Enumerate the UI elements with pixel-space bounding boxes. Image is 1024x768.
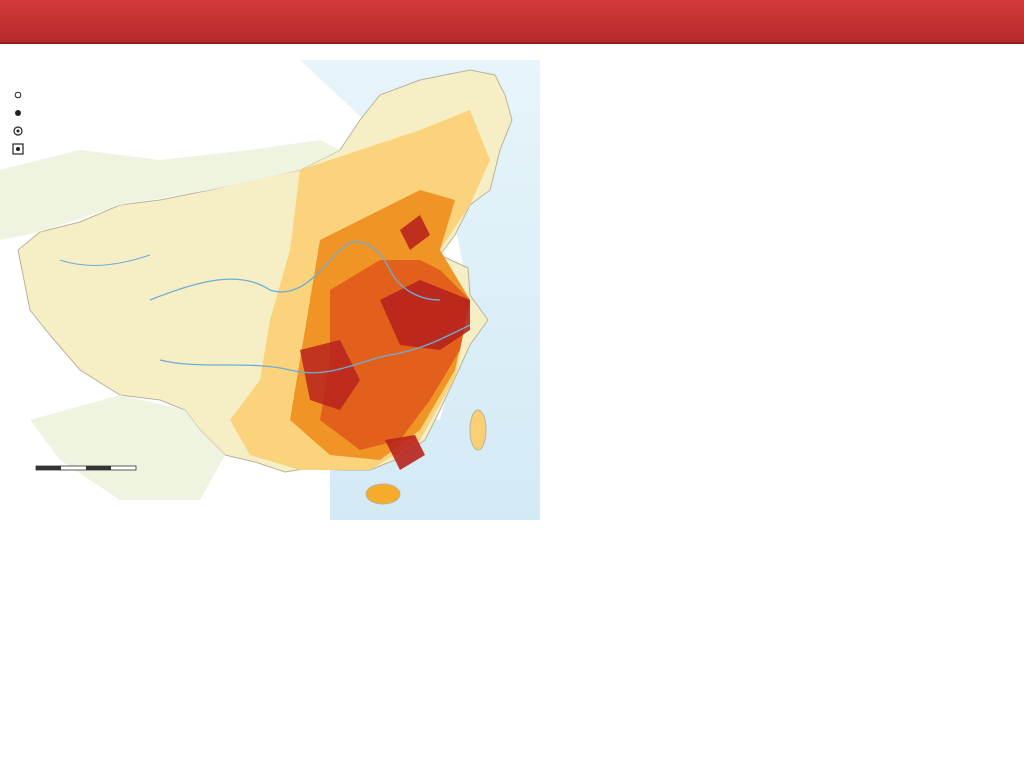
city-medium-symbol <box>15 110 21 116</box>
china-density-map <box>0 44 540 544</box>
hainan-island <box>366 484 400 504</box>
paragraph-gap <box>10 555 1015 585</box>
city-mega-symbol-inner <box>16 147 20 151</box>
scale-bar <box>36 466 136 470</box>
taiwan-island <box>470 410 486 450</box>
slide-header <box>0 0 1024 44</box>
city-small-symbol <box>15 92 21 98</box>
slide-body <box>10 555 1015 585</box>
city-large-symbol-inner <box>17 130 20 133</box>
scale-bar-seg2 <box>86 466 111 470</box>
population-pyramid <box>810 52 1020 247</box>
scale-bar-seg1 <box>36 466 61 470</box>
